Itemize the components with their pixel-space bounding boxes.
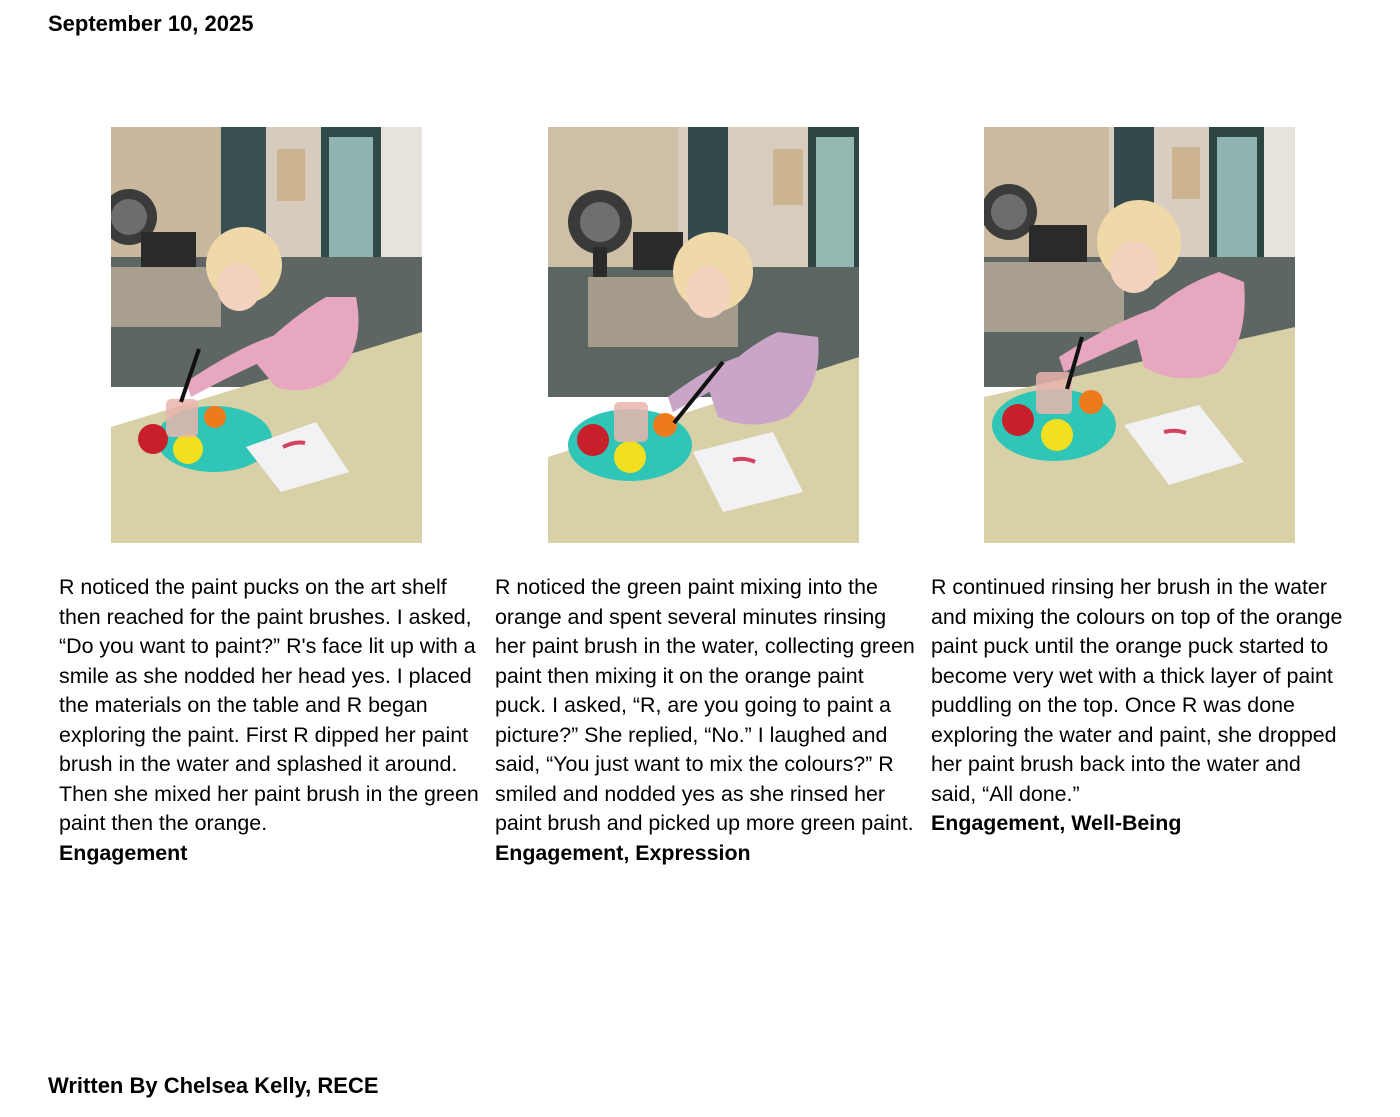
learning-tags: Engagement, Expression	[495, 840, 751, 865]
observation-text: R noticed the paint pucks on the art shelf then reached for the paint brushes. I asked, “Do you want to paint?” R's face lit up with a smile as she nodded her head yes. I placed the materials on the table and R began exploring the paint. First R dipped her paint brush in the water and splashed it around. Then she mixed her paint brush in the green paint then the orange.	[59, 575, 479, 835]
photo-child-painting-2	[548, 127, 859, 543]
author-credit: Written By Chelsea Kelly, RECE	[48, 1073, 379, 1098]
observation-text: R continued rinsing her brush in the water and mixing the colours on top of the orange paint puck until the orange puck started to become very wet with a thick layer of paint puddling on the top. Once R was done exploring the water and paint, she dropped her paint brush back into the water and said, “All done.”	[931, 575, 1343, 806]
photo-child-painting-1	[111, 127, 422, 543]
photo-child-painting-3	[984, 127, 1295, 543]
learning-tags: Engagement	[59, 840, 188, 865]
observation-panel-3	[931, 573, 1351, 839]
observation-text: R noticed the green paint mixing into the orange and spent several minutes rinsing her paint brush in the water, collecting green paint then mixing it on the orange paint puck. I asked, “R, are you going to paint a picture?” She replied, “No.” I laughed and said, “You just want to mix the colours?” R smiled and nodded yes as she rinsed her paint brush and picked up more green paint.	[495, 575, 915, 835]
observation-panel-1	[59, 573, 479, 868]
observation-panel-2	[495, 573, 915, 868]
document-date: September 10, 2025	[48, 11, 254, 36]
learning-tags: Engagement, Well-Being	[931, 811, 1182, 835]
